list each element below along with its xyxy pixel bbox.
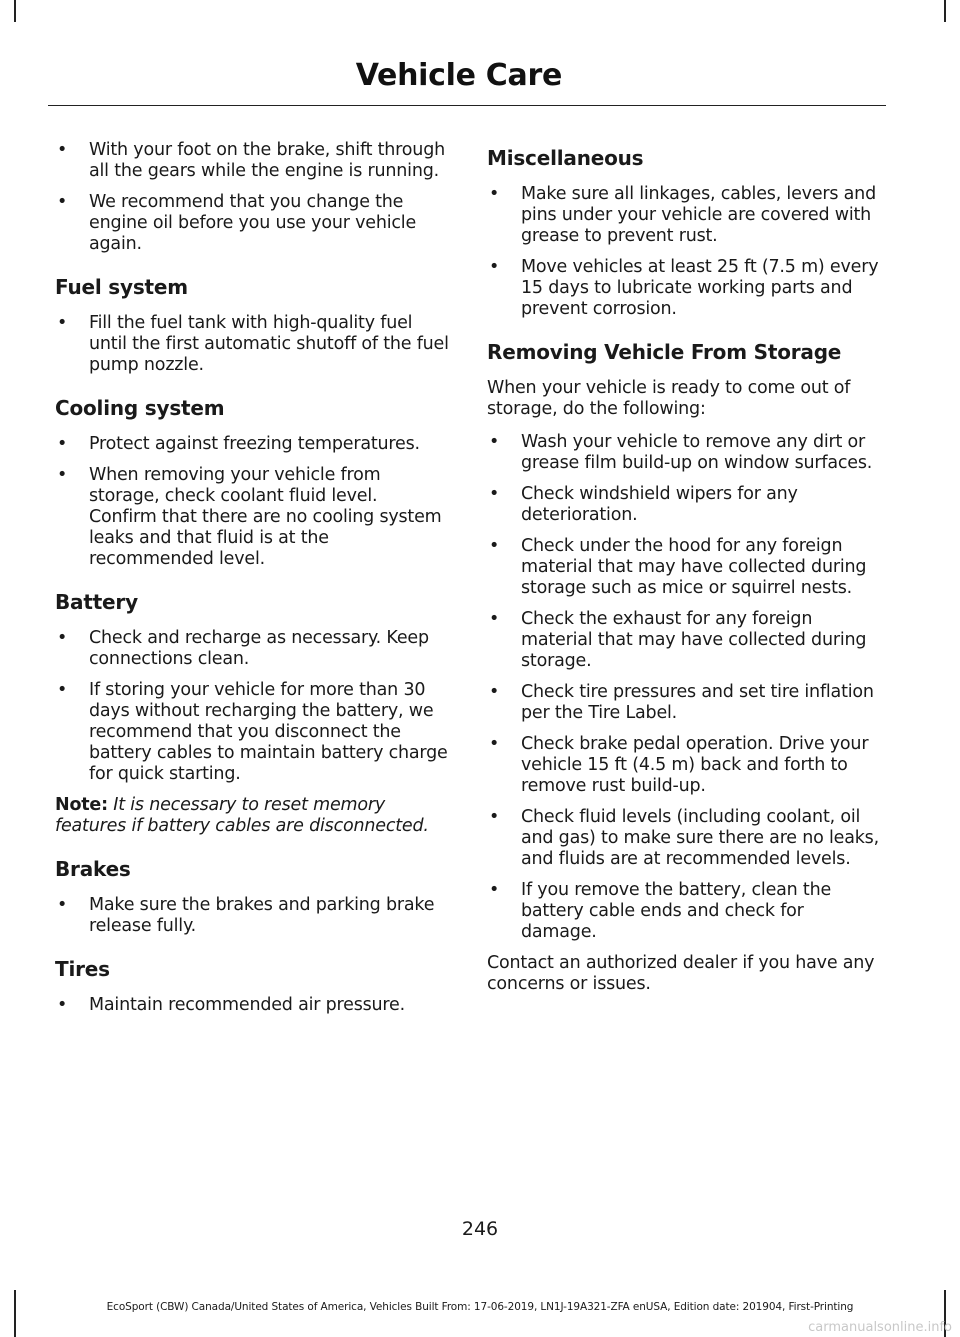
- list-item: • Make sure all linkages, cables, levers and pins under your vehicle are covered with grease to prevent rust.: [487, 184, 882, 247]
- misc-bullet-list: [487, 184, 882, 320]
- section-heading-brakes: Brakes: [55, 857, 131, 881]
- list-item: • If storing your vehicle for more than 30 days without recharging the battery, we recommend that you disconnect the battery cables to maintain battery charge for quick starting.: [55, 680, 450, 785]
- crop-mark-top-left-v: [14, 0, 16, 22]
- right-column: [487, 140, 882, 1007]
- section-heading-tires: Tires: [55, 957, 110, 981]
- cooling-bullet-list: [55, 434, 450, 570]
- section-heading-battery: Battery: [55, 590, 138, 614]
- crop-mark-bottom-left-v: [14, 1290, 16, 1337]
- section-heading-removing-vehicle-from-storage: Removing Vehicle From Storage: [487, 340, 842, 364]
- removing-outro: Contact an authorized dealer if you have any concerns or issues.: [487, 953, 875, 994]
- list-item: • Check under the hood for any foreign material that may have collected during storage such as mice or squirrel nests.: [487, 536, 882, 599]
- list-item: • Make sure the brakes and parking brake release fully.: [55, 895, 450, 937]
- list-item: • When removing your vehicle from storage, check coolant fluid level. Confirm that there are no cooling system leaks and that fluid is at the recommended level.: [55, 465, 450, 570]
- section-heading-miscellaneous: Miscellaneous: [487, 146, 644, 170]
- list-item: • Check fluid levels (including coolant, oil and gas) to make sure there are no leaks, and fluids are at recommended levels.: [487, 807, 882, 870]
- removing-intro: When your vehicle is ready to come out of storage, do the following:: [487, 378, 851, 419]
- removing-bullet-list: [487, 432, 882, 943]
- left-column: [55, 140, 450, 1026]
- page-title: Vehicle Care: [355, 58, 562, 93]
- note-label: Note:: [55, 795, 108, 815]
- section-heading-cooling-system: Cooling system: [55, 396, 225, 420]
- list-item: • Maintain recommended air pressure.: [55, 995, 450, 1016]
- list-item: • Protect against freezing temperatures.: [55, 434, 450, 455]
- list-item: • Move vehicles at least 25 ft (7.5 m) every 15 days to lubricate working parts and prevent corrosion.: [487, 257, 882, 320]
- page-number: 246: [461, 1218, 499, 1240]
- header-divider: [48, 105, 886, 106]
- intro-bullet-list: [55, 140, 450, 255]
- brakes-bullet-list: [55, 895, 450, 937]
- watermark: carmanualsonline.info: [808, 1320, 952, 1335]
- battery-note: [55, 795, 450, 837]
- list-item: • Check windshield wipers for any deterioration.: [487, 484, 882, 526]
- list-item: • Check brake pedal operation. Drive your vehicle 15 ft (4.5 m) back and forth to remove rust build-up.: [487, 734, 882, 797]
- list-item: • Fill the fuel tank with high-quality fuel until the first automatic shutoff of the fuel pump nozzle.: [55, 313, 450, 376]
- tires-bullet-list: [55, 995, 450, 1016]
- list-item: • Check tire pressures and set tire inflation per the Tire Label.: [487, 682, 882, 724]
- fuel-bullet-list: [55, 313, 450, 376]
- section-heading-fuel-system: Fuel system: [55, 275, 188, 299]
- battery-bullet-list: [55, 628, 450, 785]
- crop-mark-top-right-v: [944, 0, 946, 22]
- list-item: • Check the exhaust for any foreign material that may have collected during storage.: [487, 609, 882, 672]
- note-text: It is necessary to reset memory features if battery cables are disconnected.: [55, 795, 429, 836]
- list-item: • Wash your vehicle to remove any dirt or grease film build-up on window surfaces.: [487, 432, 882, 474]
- list-item: • Check and recharge as necessary. Keep connections clean.: [55, 628, 450, 670]
- list-item: • With your foot on the brake, shift through all the gears while the engine is running.: [55, 140, 450, 182]
- list-item: • If you remove the battery, clean the battery cable ends and check for damage.: [487, 880, 882, 943]
- list-item: • We recommend that you change the engine oil before you use your vehicle again.: [55, 192, 450, 255]
- footer-edition-info: EcoSport (CBW) Canada/United States of America, Vehicles Built From: 17-06-2019, LN1J-19A321-ZFA enUSA, Edition date: 201904, First-Printing: [106, 1301, 854, 1313]
